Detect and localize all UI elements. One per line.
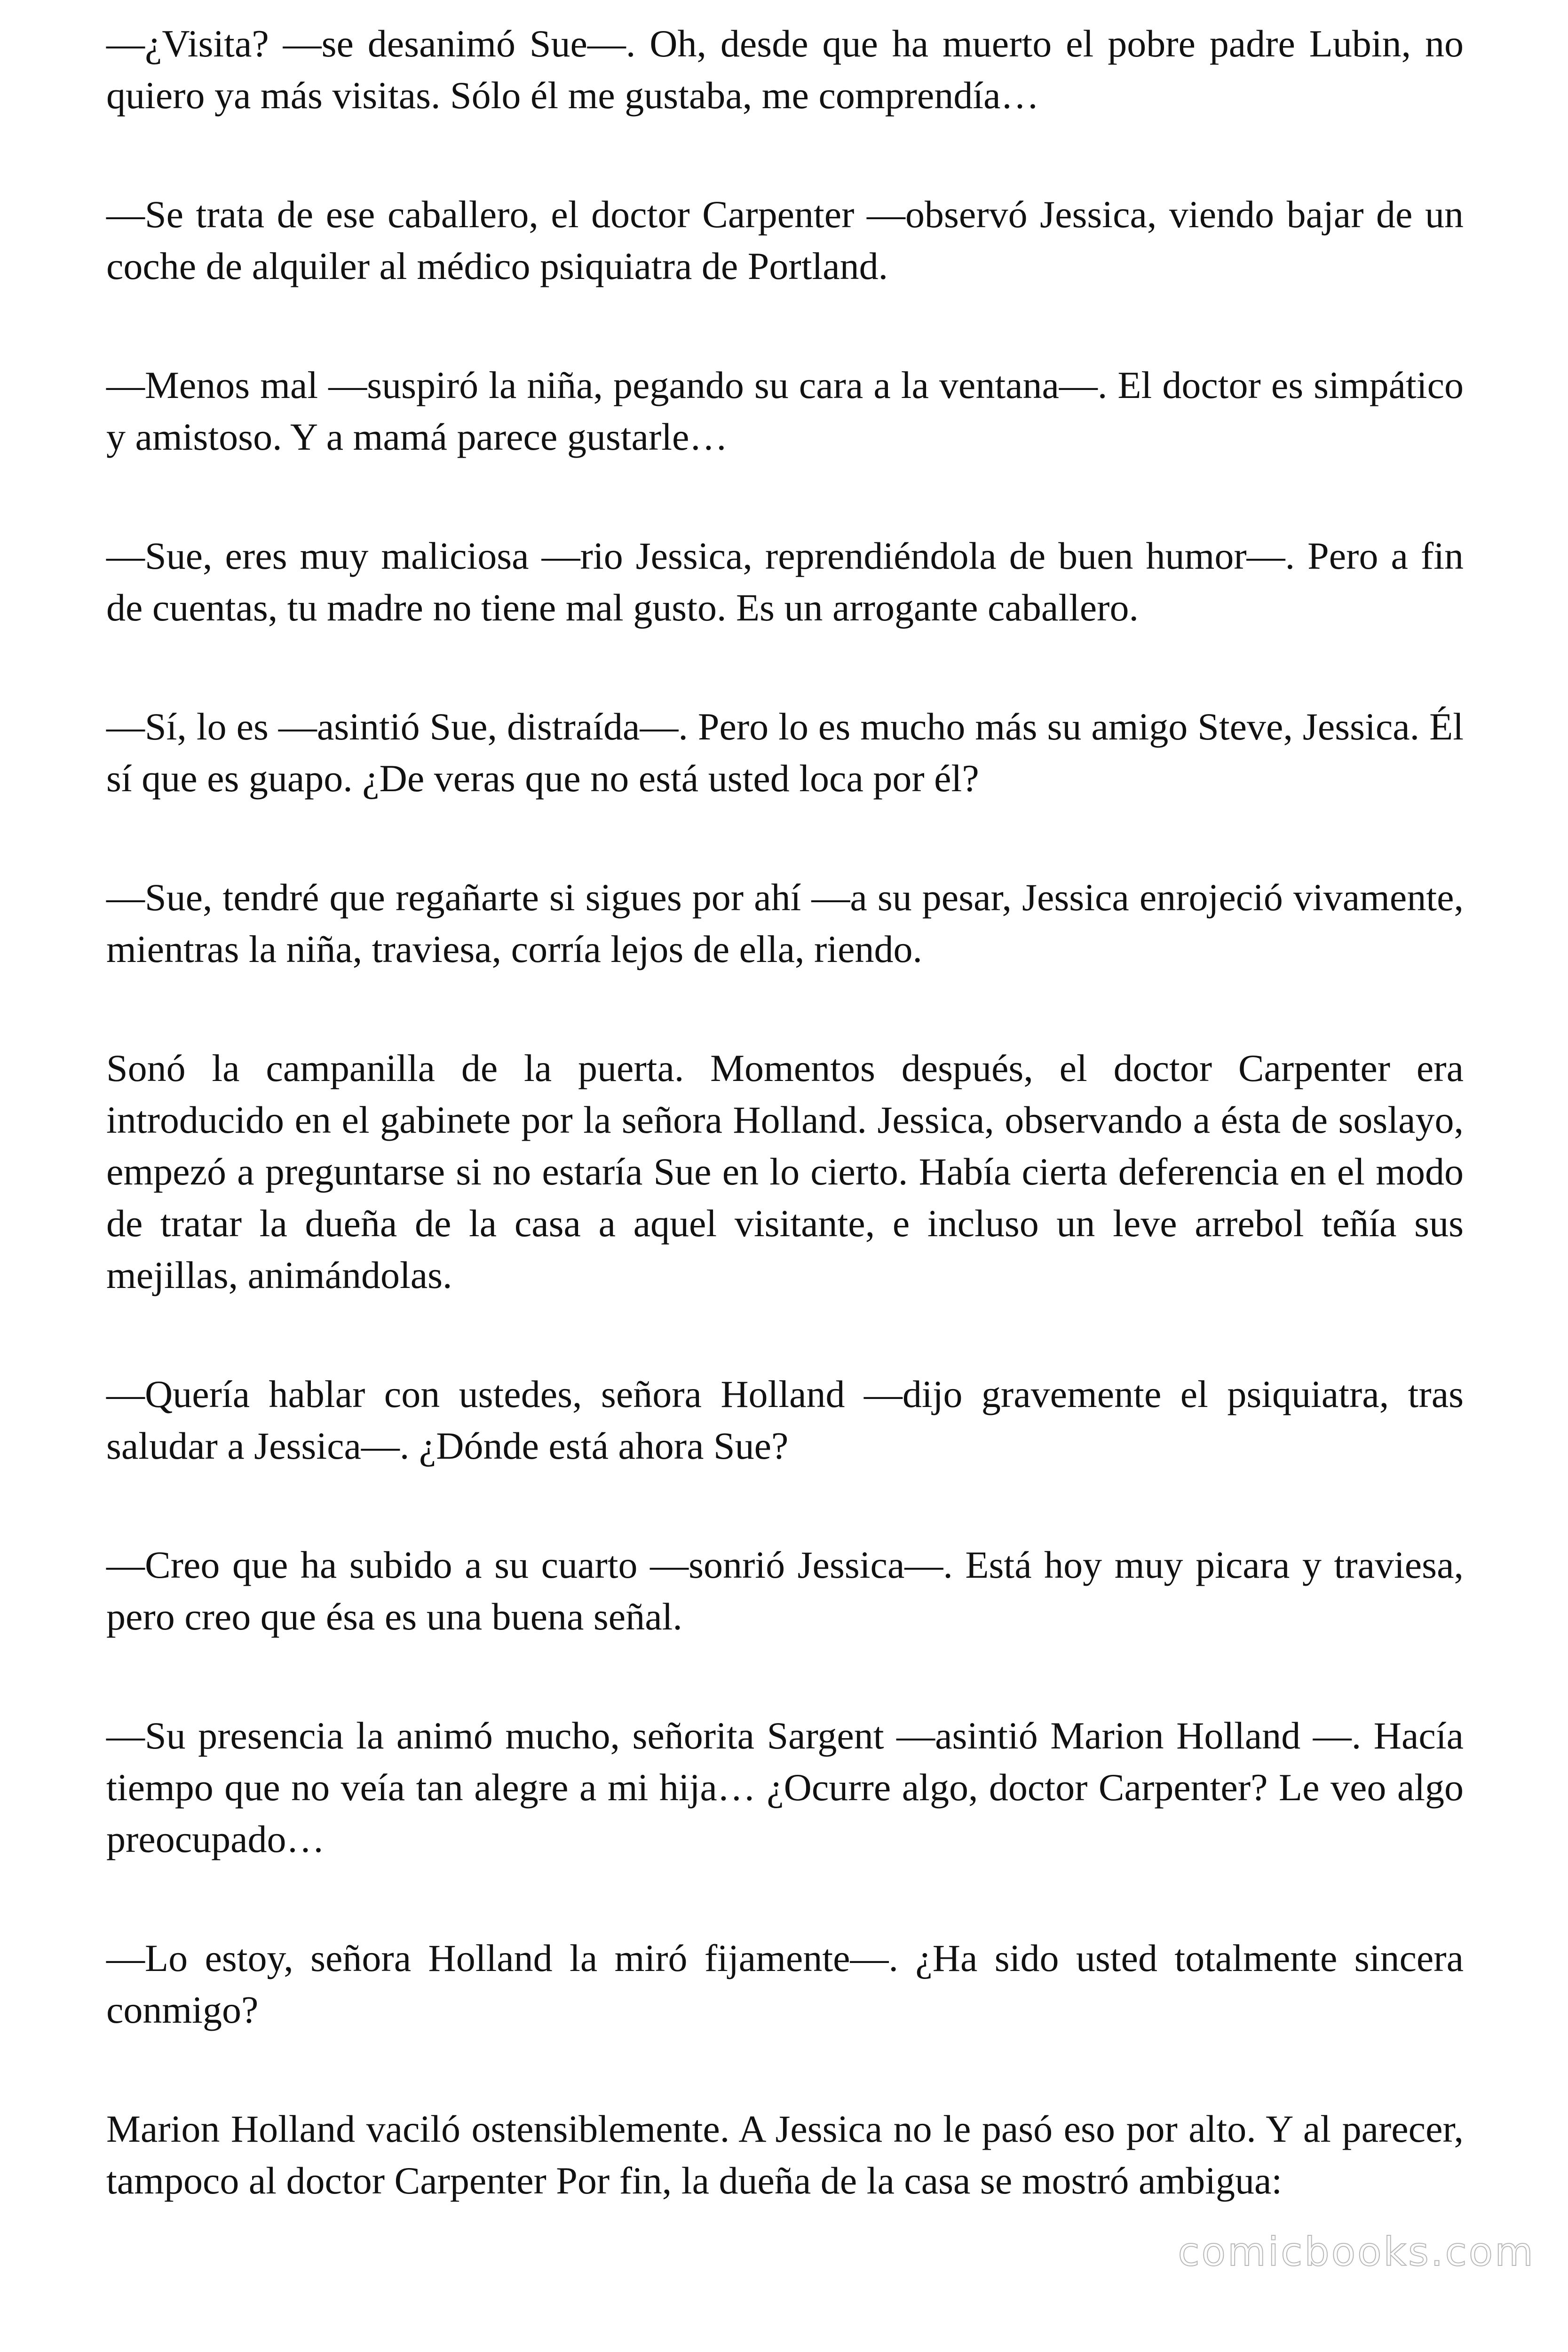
- paragraph: —Se trata de ese caballero, el doctor Carpenter —observó Jessica, viendo bajar de un coche de alquiler al médico psiquiatra de Portland.: [106, 193, 1464, 287]
- paragraph: —¿Visita? —se desanimó Sue—. Oh, desde que ha muerto el pobre padre Lubin, no quiero ya más visitas. Sólo él me gustaba, me comprendía…: [106, 22, 1464, 117]
- paragraph: —Lo estoy, señora Holland la miró fijamente—. ¿Ha sido usted totalmente sincera conmigo?: [106, 1937, 1464, 2031]
- page-text: [106, 18, 1464, 2274]
- paragraph: —Sue, eres muy maliciosa —rio Jessica, reprendiéndola de buen humor—. Pero a fin de cuentas, tu madre no tiene mal gusto. Es un arrogante caballero.: [106, 534, 1464, 629]
- paragraph: —Menos mal —suspiró la niña, pegando su cara a la ventana—. El doctor es simpático y amistoso. Y a mamá parece gustarle…: [106, 364, 1464, 458]
- site-watermark: comicbooks.com: [1178, 2229, 1535, 2275]
- paragraph: Marion Holland vaciló ostensiblemente. A Jessica no le pasó eso por alto. Y al parecer, tampoco al doctor Carpenter Por fin, la dueña de la casa se mostró ambigua:: [106, 2107, 1464, 2202]
- paragraph: —Sue, tendré que regañarte si sigues por ahí —a su pesar, Jessica enrojeció vivamente, mientras la niña, traviesa, corría lejos de ella, riendo.: [106, 876, 1464, 970]
- paragraph: —Quería hablar con ustedes, señora Holland —dijo gravemente el psiquiatra, tras saludar a Jessica—. ¿Dónde está ahora Sue?: [106, 1373, 1464, 1467]
- paragraph: Sonó la campanilla de la puerta. Momentos después, el doctor Carpenter era introducido en el gabinete por la señora Holland. Jessica, observando a ésta de soslayo, empezó a preguntarse si no estaría Sue en lo cierto. Había cierta deferencia en el modo de tratar la dueña de la casa a aquel visitante, e incluso un leve arrebol teñía sus mejillas, animándolas.: [106, 1047, 1464, 1296]
- paragraph: —Su presencia la animó mucho, señorita Sargent —asintió Marion Holland —. Hacía tiempo que no veía tan alegre a mi hija… ¿Ocurre algo, doctor Carpenter? Le veo algo preocupado…: [106, 1714, 1464, 1860]
- paragraph: —Sí, lo es —asintió Sue, distraída—. Pero lo es mucho más su amigo Steve, Jessica. Él sí que es guapo. ¿De veras que no está usted loca por él?: [106, 705, 1464, 800]
- paragraph: —Creo que ha subido a su cuarto —sonrió Jessica—. Está hoy muy picara y traviesa, pero creo que ésa es una buena señal.: [106, 1543, 1464, 1638]
